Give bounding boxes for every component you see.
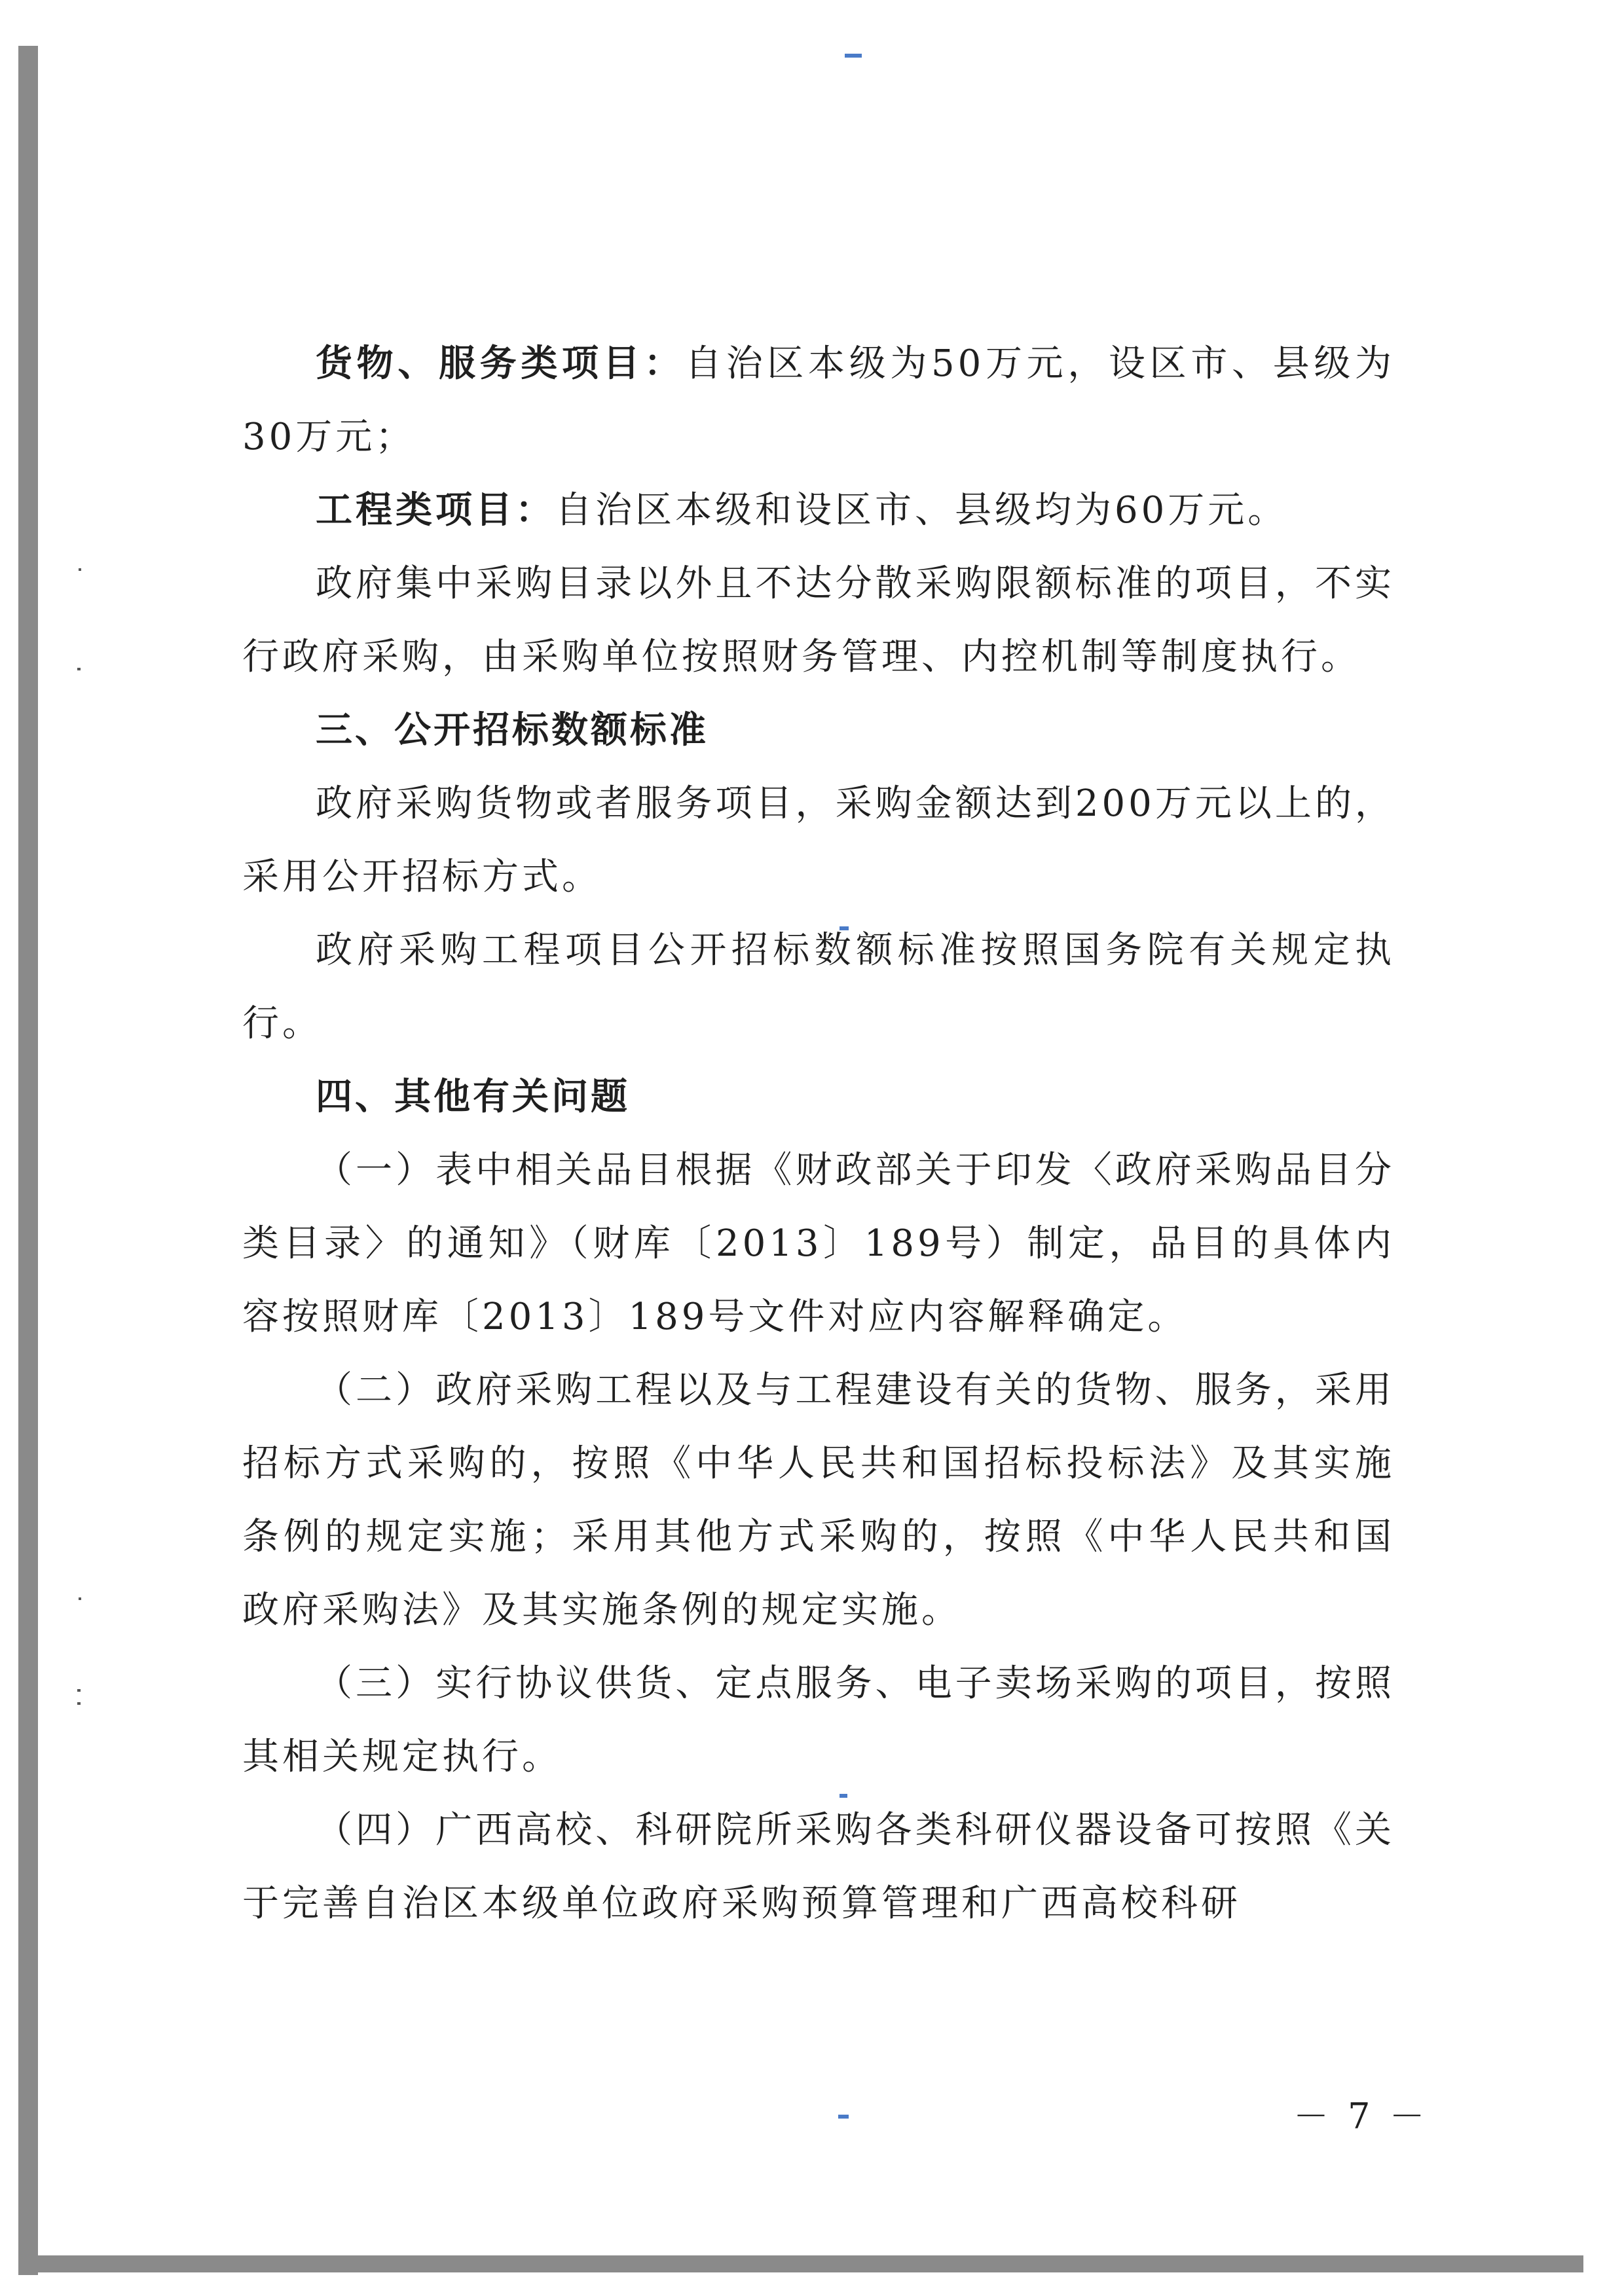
section-heading-3: 三、公开招标数额标准 <box>316 709 709 752</box>
scan-speck <box>838 2115 849 2119</box>
scan-edge-bottom <box>18 2255 1583 2272</box>
scan-speck <box>79 568 81 571</box>
paragraph-engineering <box>242 474 1395 547</box>
section-heading-4: 四、其他有关问题 <box>316 1076 630 1118</box>
paragraph-text: 政府集中采购目录以外且不达分散采购限额标准的项目，不实行政府采购，由采购单位按照财务管理、内控机制等制度执行。 <box>242 562 1395 678</box>
paragraph-tender-engineering: 政府采购工程项目公开招标数额标准按照国务院有关规定执行。 <box>242 929 1395 1045</box>
page-number: － 7 － <box>1293 2096 1429 2137</box>
paragraph-tender-goods: 政府采购货物或者服务项目，采购金额达到200万元以上的，采用公开招标方式。 <box>242 782 1395 898</box>
paragraph-lead: 货物、服务类项目： <box>316 342 686 385</box>
document-body <box>242 327 1395 1941</box>
scan-speck <box>79 1597 81 1600</box>
paragraph-goods-services <box>242 327 1395 474</box>
scan-edge-left <box>18 46 38 2275</box>
list-item: （二）政府采购工程以及与工程建设有关的货物、服务，采用招标方式采购的，按照《中华人民共和国招标投标法》及其实施条例的规定实施；采用其他方式采购的，按照《中华人民共和国政府采购法》及其实施条例的规定实施。 <box>242 1369 1395 1631</box>
scan-speck <box>77 1702 81 1705</box>
paragraph-outside-catalog <box>242 547 1395 694</box>
paragraph-text: 自治区本级为50万元，设区市、县级为30万元； <box>242 342 1395 458</box>
scan-speck <box>845 54 862 58</box>
scan-speck <box>77 1689 81 1692</box>
list-item: （三）实行协议供货、定点服务、电子卖场采购的项目，按照其相关规定执行。 <box>242 1662 1395 1778</box>
list-item: （四）广西高校、科研院所采购各类科研仪器设备可按照《关于完善自治区本级单位政府采购预算管理和广西高校科研 <box>242 1809 1395 1925</box>
list-item: （一）表中相关品目根据《财政部关于印发〈政府采购品目分类目录〉的通知》（财库〔2013〕189号）制定，品目的具体内容按照财库〔2013〕189号文件对应内容解释确定。 <box>242 1149 1395 1338</box>
paragraph-text: 自治区本级和设区市、县级均为60万元。 <box>555 489 1288 532</box>
scan-speck <box>77 668 81 670</box>
paragraph-lead: 工程类项目： <box>316 489 555 532</box>
